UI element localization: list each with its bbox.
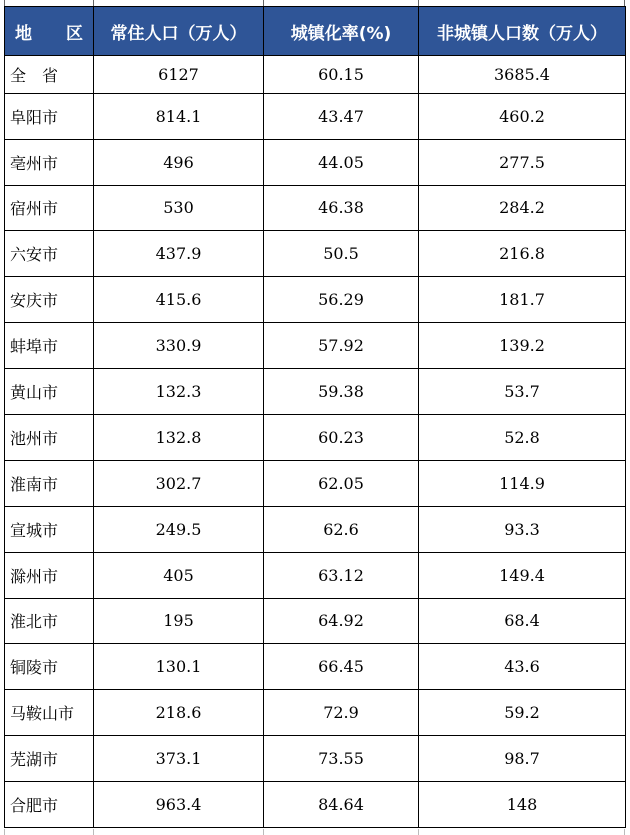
population-cell: 963.4 xyxy=(94,782,264,828)
region-cell: 池州市 xyxy=(5,414,94,460)
column-header-urbanization-rate: 城镇化率(%) xyxy=(264,7,419,56)
population-cell: 373.1 xyxy=(94,736,264,782)
region-cell: 全 省 xyxy=(5,56,94,94)
non-urban-population-cell: 68.4 xyxy=(419,598,626,644)
non-urban-population-cell: 114.9 xyxy=(419,460,626,506)
non-urban-population-cell: 460.2 xyxy=(419,93,626,139)
urbanization-rate-cell: 60.23 xyxy=(264,414,419,460)
non-urban-population-cell: 139.2 xyxy=(419,323,626,369)
non-urban-population-cell: 216.8 xyxy=(419,231,626,277)
urbanization-rate-cell: 60.15 xyxy=(264,56,419,94)
urbanization-rate-cell: 50.5 xyxy=(264,231,419,277)
non-urban-population-cell: 181.7 xyxy=(419,277,626,323)
urbanization-rate-cell: 72.9 xyxy=(264,690,419,736)
region-cell: 六安市 xyxy=(5,231,94,277)
non-urban-population-cell: 52.8 xyxy=(419,414,626,460)
table-row xyxy=(5,782,626,828)
table-row xyxy=(5,139,626,185)
population-cell: 218.6 xyxy=(94,690,264,736)
table-row xyxy=(5,414,626,460)
grid-stub-bottom xyxy=(4,829,5,835)
grid-stub-bottom xyxy=(263,829,264,835)
urbanization-rate-cell: 44.05 xyxy=(264,139,419,185)
table-row xyxy=(5,93,626,139)
non-urban-population-cell: 53.7 xyxy=(419,369,626,415)
urbanization-rate-cell: 57.92 xyxy=(264,323,419,369)
region-cell: 阜阳市 xyxy=(5,93,94,139)
column-header-region: 地 区 xyxy=(5,7,94,56)
urbanization-rate-cell: 62.6 xyxy=(264,506,419,552)
region-cell: 宣城市 xyxy=(5,506,94,552)
urbanization-rate-cell: 64.92 xyxy=(264,598,419,644)
population-cell: 496 xyxy=(94,139,264,185)
region-cell: 铜陵市 xyxy=(5,644,94,690)
table-row xyxy=(5,552,626,598)
urbanization-rate-cell: 63.12 xyxy=(264,552,419,598)
table-row xyxy=(5,690,626,736)
table-row xyxy=(5,231,626,277)
urbanization-rate-cell: 43.47 xyxy=(264,93,419,139)
population-cell: 249.5 xyxy=(94,506,264,552)
table-row xyxy=(5,56,626,94)
population-cell: 405 xyxy=(94,552,264,598)
table-row xyxy=(5,506,626,552)
urbanization-rate-cell: 84.64 xyxy=(264,782,419,828)
grid-stub-bottom xyxy=(93,829,94,835)
table-row xyxy=(5,736,626,782)
population-cell: 132.8 xyxy=(94,414,264,460)
population-cell: 130.1 xyxy=(94,644,264,690)
population-cell: 814.1 xyxy=(94,93,264,139)
population-cell: 530 xyxy=(94,185,264,231)
header-row xyxy=(5,7,626,56)
non-urban-population-cell: 93.3 xyxy=(419,506,626,552)
population-table xyxy=(4,6,626,828)
region-cell: 滁州市 xyxy=(5,552,94,598)
population-cell: 132.3 xyxy=(94,369,264,415)
urbanization-rate-cell: 56.29 xyxy=(264,277,419,323)
table-row xyxy=(5,369,626,415)
population-cell: 415.6 xyxy=(94,277,264,323)
non-urban-population-cell: 3685.4 xyxy=(419,56,626,94)
grid-stub-bottom xyxy=(418,829,419,835)
column-header-population: 常住人口（万人） xyxy=(94,7,264,56)
urbanization-rate-cell: 66.45 xyxy=(264,644,419,690)
urbanization-rate-cell: 62.05 xyxy=(264,460,419,506)
population-cell: 437.9 xyxy=(94,231,264,277)
non-urban-population-cell: 149.4 xyxy=(419,552,626,598)
urbanization-rate-cell: 73.55 xyxy=(264,736,419,782)
region-cell: 马鞍山市 xyxy=(5,690,94,736)
table-row xyxy=(5,598,626,644)
column-header-non-urban-population: 非城镇人口数（万人） xyxy=(419,7,626,56)
region-cell: 黄山市 xyxy=(5,369,94,415)
region-cell: 蚌埠市 xyxy=(5,323,94,369)
urbanization-rate-cell: 46.38 xyxy=(264,185,419,231)
non-urban-population-cell: 59.2 xyxy=(419,690,626,736)
table-row xyxy=(5,323,626,369)
region-cell: 亳州市 xyxy=(5,139,94,185)
non-urban-population-cell: 148 xyxy=(419,782,626,828)
region-cell: 芜湖市 xyxy=(5,736,94,782)
region-cell: 淮南市 xyxy=(5,460,94,506)
table-row xyxy=(5,185,626,231)
table-row xyxy=(5,277,626,323)
region-cell: 宿州市 xyxy=(5,185,94,231)
table-row xyxy=(5,644,626,690)
region-cell: 合肥市 xyxy=(5,782,94,828)
table-row xyxy=(5,460,626,506)
population-cell: 302.7 xyxy=(94,460,264,506)
population-cell: 195 xyxy=(94,598,264,644)
non-urban-population-cell: 277.5 xyxy=(419,139,626,185)
grid-stub-bottom xyxy=(624,829,625,835)
non-urban-population-cell: 98.7 xyxy=(419,736,626,782)
region-cell: 淮北市 xyxy=(5,598,94,644)
non-urban-population-cell: 284.2 xyxy=(419,185,626,231)
non-urban-population-cell: 43.6 xyxy=(419,644,626,690)
population-cell: 330.9 xyxy=(94,323,264,369)
population-cell: 6127 xyxy=(94,56,264,94)
urbanization-rate-cell: 59.38 xyxy=(264,369,419,415)
region-cell: 安庆市 xyxy=(5,277,94,323)
